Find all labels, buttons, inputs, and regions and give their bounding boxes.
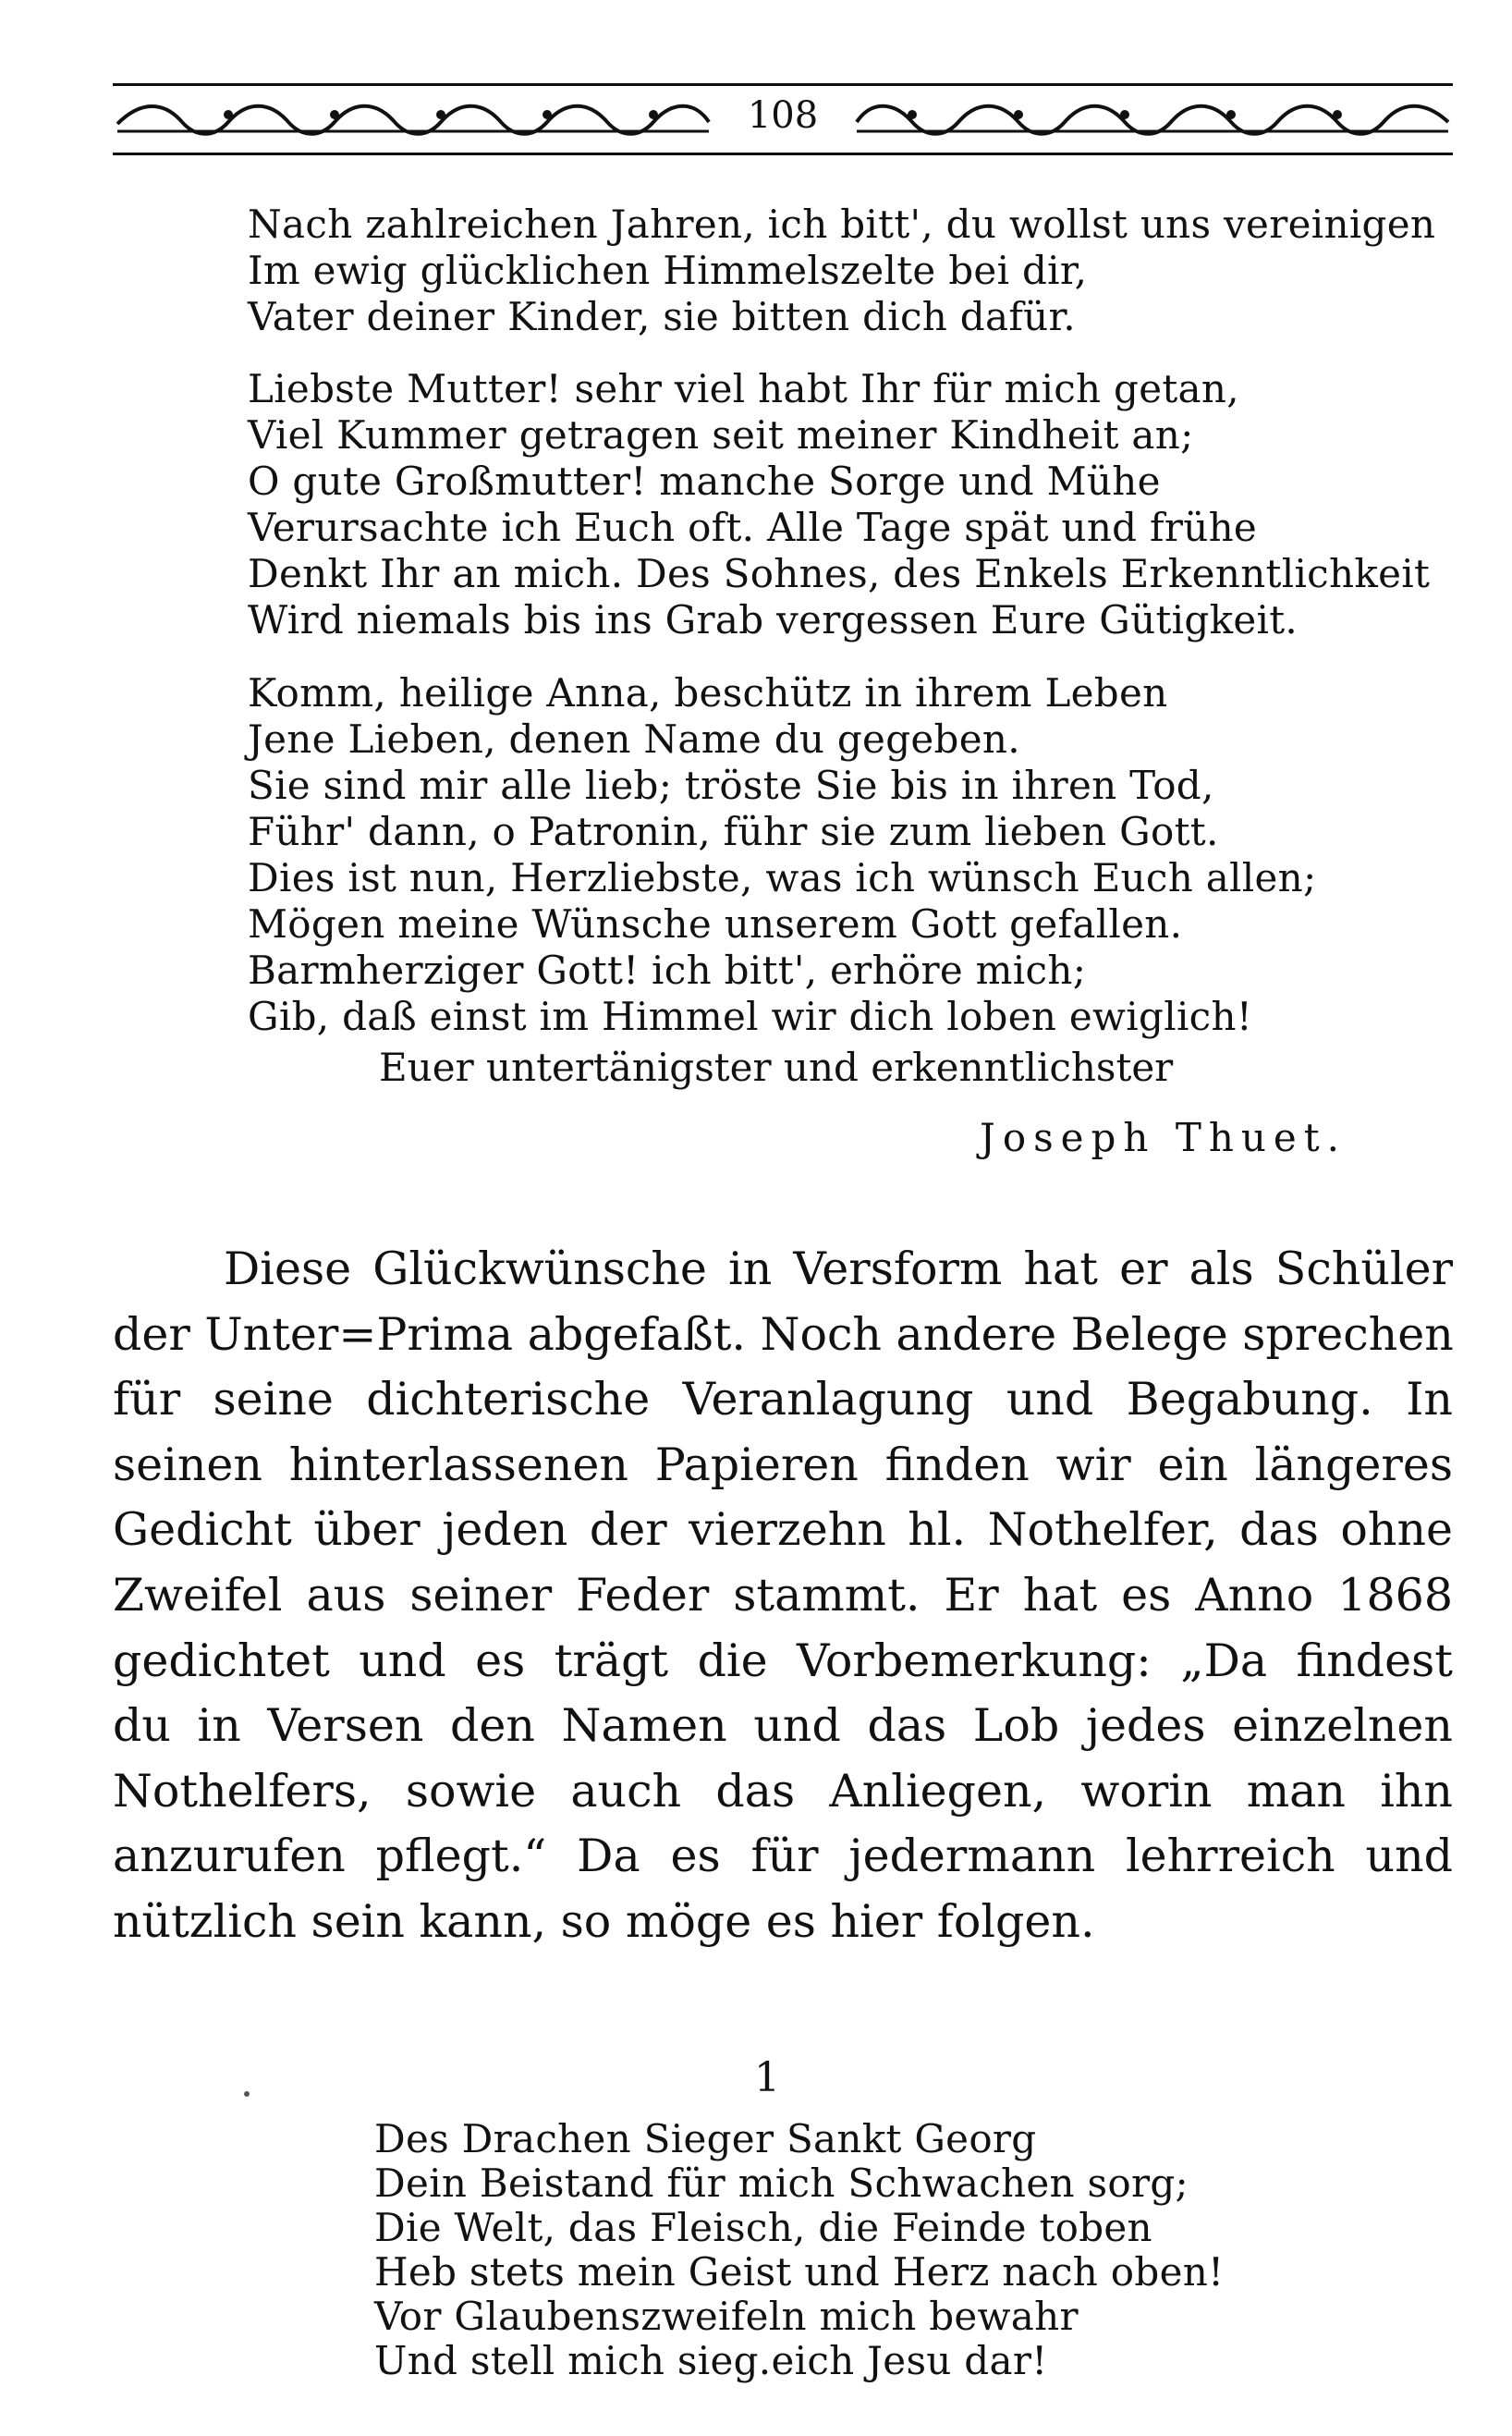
poem-line: Wird niemals bis ins Grab vergessen Eure Gütigkeit.	[248, 597, 1299, 643]
poem-line: Des Drachen Sieger Sankt Georg	[374, 2116, 1037, 2161]
prose-line: du in Versen den Namen und das Lob jedes einzelnen	[113, 1699, 1453, 1753]
poem-line: Verursachte ich Euch oft. Alle Tage spät und frühe	[248, 505, 1258, 550]
poem-line: Vor Glaubenszweifeln mich bewahr	[374, 2294, 1079, 2339]
prose-line: gedichtet und es trägt die Vorbemerkung: „Da findest	[113, 1634, 1453, 1687]
prose-line: Zweifel aus seiner Feder stammt. Er hat es Anno 1868	[113, 1568, 1453, 1622]
poem-stanza-2	[248, 366, 1430, 643]
prose-line: Diese Glückwünsche in Versform hat er als Schüler	[224, 1242, 1453, 1295]
print-speck	[244, 2091, 250, 2097]
prose-line: seinen hinterlassenen Papieren finden wir ein längeres	[113, 1438, 1453, 1491]
prose-line: Nothelfers, sowie auch das Anliegen, worin man ihn	[113, 1764, 1453, 1818]
poem-line: Gib, daß einst im Himmel wir dich loben ewiglich!	[248, 994, 1253, 1039]
poem-line: Sie sind mir alle lieb; tröste Sie bis in ihren Tod,	[248, 763, 1214, 808]
poem-line: Nach zahlreichen Jahren, ich bitt', du wollst uns vereinigen	[248, 202, 1436, 247]
poem-line: Denkt Ihr an mich. Des Sohnes, des Enkels Erkenntlichkeit	[248, 551, 1431, 596]
prose-line: Gedicht über jeden der vierzehn hl. Nothelfer, das ohne	[113, 1503, 1453, 1557]
prose-line: anzurufen pflegt.“ Da es für jedermann lehrreich und	[113, 1830, 1453, 1883]
prose-line: der Unter=Prima abgefaßt. Noch andere Belege sprechen	[113, 1307, 1454, 1361]
prose-paragraph	[113, 1237, 1453, 1955]
page-number: 108	[747, 94, 819, 137]
poem-line: Komm, heilige Anna, beschütz in ihrem Leben	[248, 670, 1168, 716]
poem-line: Jene Lieben, denen Name du gegeben.	[248, 716, 1020, 762]
letter-signature: Joseph Thuet.	[980, 1115, 1347, 1160]
page-header	[113, 83, 1453, 155]
section-number: 1	[754, 2054, 780, 2101]
header-rule-top	[113, 83, 1453, 86]
poem-stanza-3	[248, 670, 1316, 1040]
poem-line: Dies ist nun, Herzliebste, was ich wünsch Euch allen;	[248, 855, 1317, 900]
poem-line: Vater deiner Kinder, sie bitten dich dafür.	[248, 294, 1076, 339]
poem-line: Und stell mich sieg.eich Jesu dar!	[374, 2338, 1048, 2383]
poem-line: Dein Beistand für mich Schwachen sorg;	[374, 2161, 1189, 2206]
poem-line: Die Welt, das Fleisch, die Feinde toben	[374, 2205, 1152, 2250]
prose-line: nützlich sein kann, so möge es hier folgen.	[113, 1894, 1095, 1948]
poem-line: Barmherziger Gott! ich bitt', erhöre mich;	[248, 948, 1087, 993]
prose-line: für seine dichterische Veranlagung und Begabung. In	[113, 1373, 1453, 1426]
header-rule-bottom	[113, 153, 1453, 155]
nothelfer-stanza-1	[374, 2117, 1224, 2383]
poem-line: Führ' dann, o Patronin, führ sie zum lieben Gott.	[248, 809, 1219, 854]
vine-ornament-right	[852, 96, 1453, 142]
poem-line: Viel Kummer getragen seit meiner Kindheit an;	[248, 412, 1194, 458]
poem-stanza-1	[248, 202, 1435, 340]
vine-ornament-left	[113, 96, 713, 142]
poem-line: Heb stets mein Geist und Herz nach oben!	[374, 2249, 1225, 2295]
poem-line: Mögen meine Wünsche unserem Gott gefallen.	[248, 901, 1183, 947]
letter-salutation: Euer untertänigster und erkenntlichster	[379, 1045, 1174, 1090]
poem-line: Liebste Mutter! sehr viel habt Ihr für mich getan,	[248, 366, 1239, 411]
poem-line: Im ewig glücklichen Himmelszelte bei dir,	[248, 248, 1088, 293]
poem-line: O gute Großmutter! manche Sorge und Mühe	[248, 459, 1161, 504]
